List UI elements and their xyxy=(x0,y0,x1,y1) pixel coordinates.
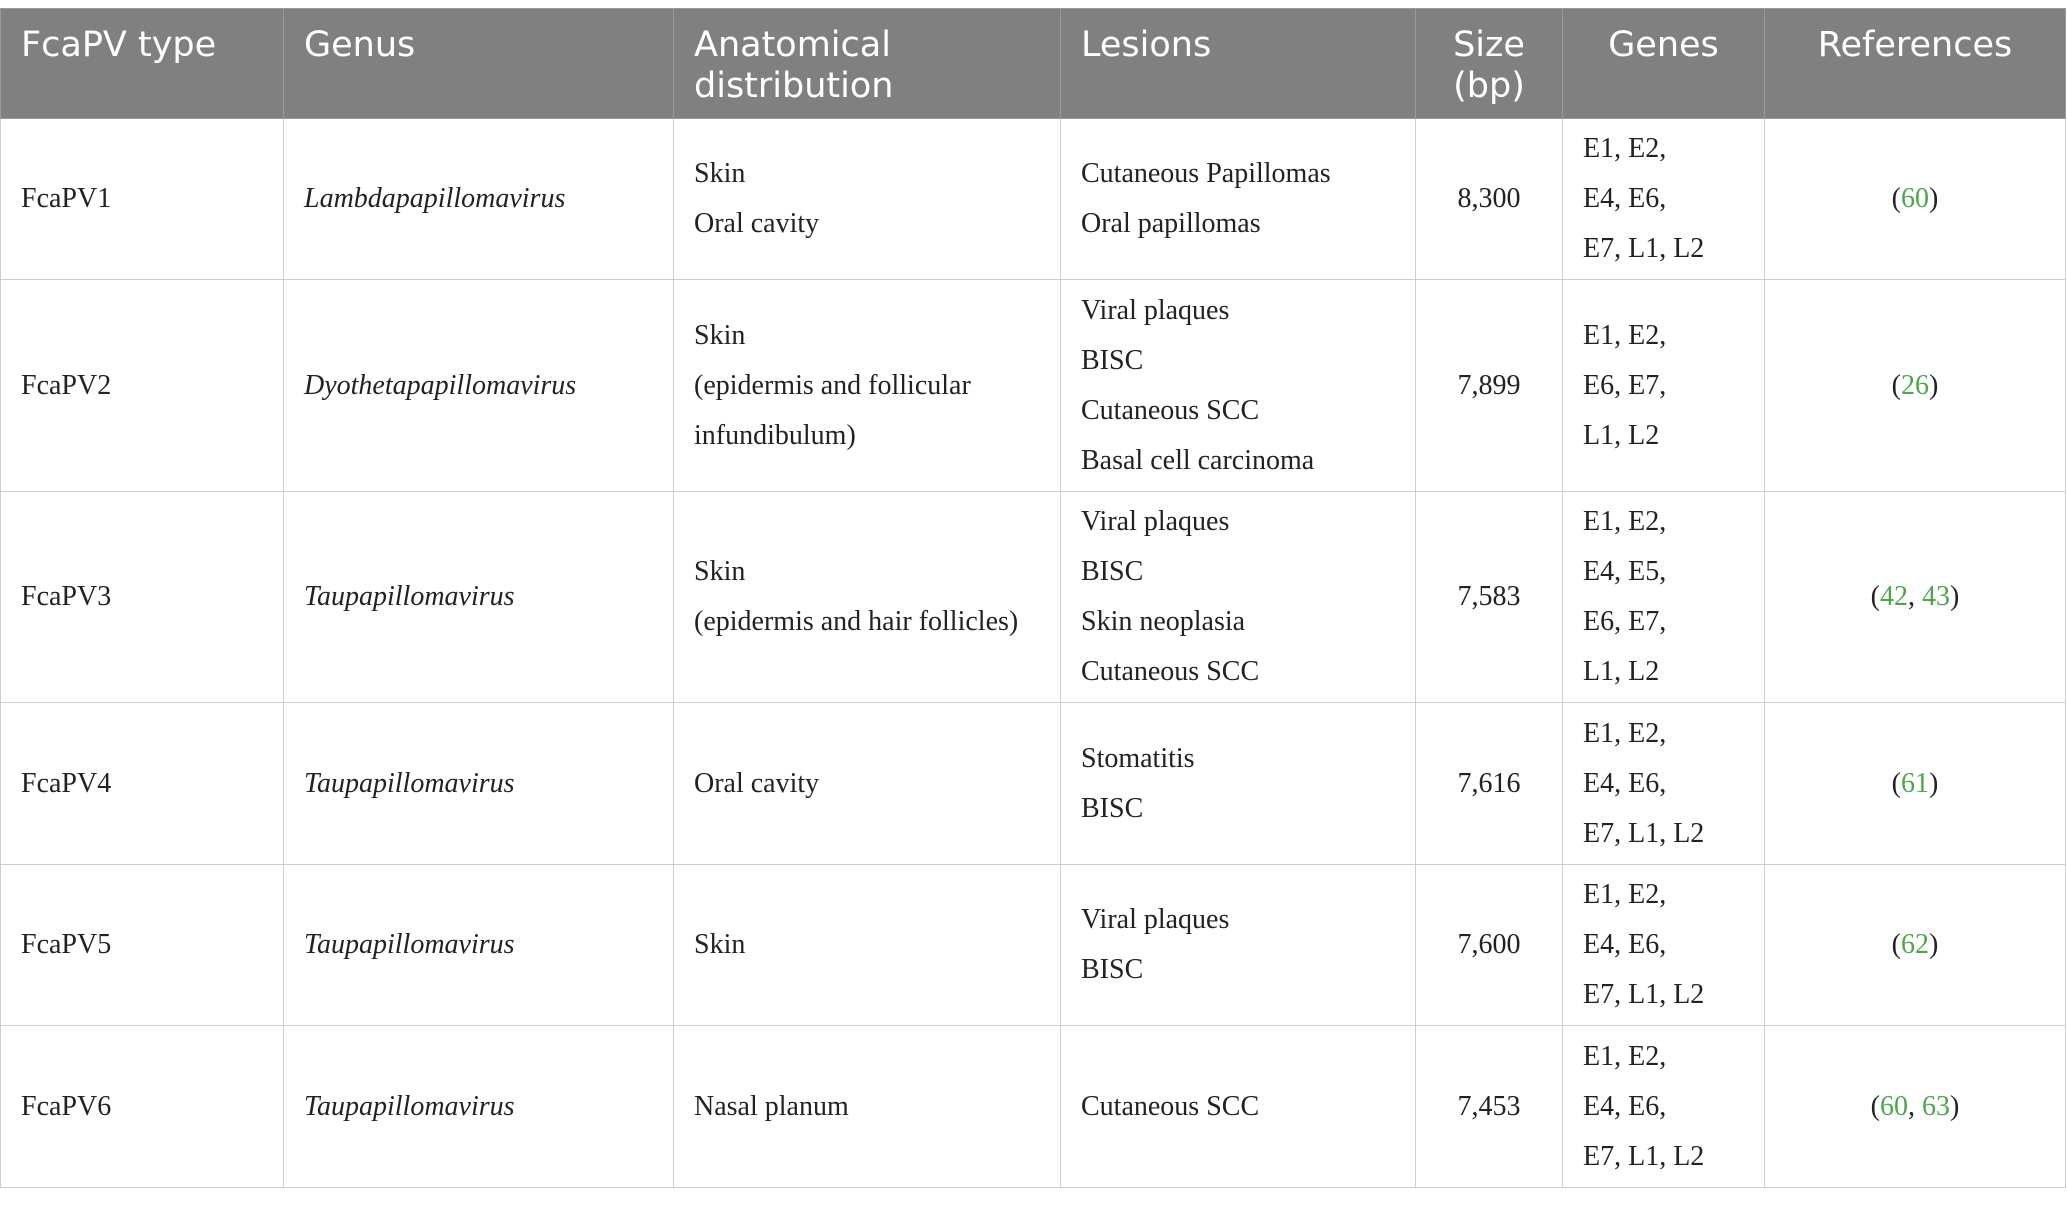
lesion-line: Cutaneous SCC xyxy=(1081,394,1260,426)
anatomical-line: Skin xyxy=(694,929,746,960)
genes-line: E4, E6, xyxy=(1583,183,1667,214)
genes-line: E4, E6, xyxy=(1583,767,1667,799)
cell-size: 7,583 xyxy=(1416,492,1563,703)
lesion-line: Basal cell carcinoma xyxy=(1081,444,1315,476)
anatomical-line: Nasal planum xyxy=(694,1090,849,1122)
cell-lesions xyxy=(1061,865,1416,1026)
reference-link[interactable]: 62 xyxy=(1901,929,1929,960)
header-anatomical-line: distribution xyxy=(694,66,894,106)
cell-anatomical-distribution xyxy=(674,703,1061,865)
cell-size: 8,300 xyxy=(1416,119,1563,280)
header-anatomical-distribution xyxy=(674,9,1061,119)
header-lesions: Lesions xyxy=(1061,9,1416,119)
lesion-line: Cutaneous Papillomas xyxy=(1081,158,1331,189)
cell-anatomical-distribution xyxy=(674,280,1061,492)
cell-fcapv-type: FcaPV5 xyxy=(1,865,284,1026)
genes-line: E6, E7, xyxy=(1583,606,1667,637)
table-row xyxy=(1,492,2066,703)
cell-anatomical-distribution xyxy=(674,492,1061,703)
cell-references: (60, 63) xyxy=(1765,1026,2066,1188)
cell-genes xyxy=(1563,280,1765,492)
reference-link[interactable]: 60 xyxy=(1880,1090,1908,1122)
genes-line: E1, E2, xyxy=(1583,1040,1667,1072)
cell-references: (42, 43) xyxy=(1765,492,2066,703)
cell-anatomical-distribution xyxy=(674,865,1061,1026)
cell-size: 7,899 xyxy=(1416,280,1563,492)
cell-lesions xyxy=(1061,492,1416,703)
genes-line: E1, E2, xyxy=(1583,319,1667,351)
table-row xyxy=(1,865,2066,1026)
cell-genes xyxy=(1563,703,1765,865)
anatomical-line: Skin xyxy=(694,319,746,351)
header-size-line: (bp) xyxy=(1453,66,1525,106)
header-references: References xyxy=(1765,9,2066,119)
header-row xyxy=(1,9,2066,119)
cell-fcapv-type: FcaPV6 xyxy=(1,1026,284,1188)
lesion-line: BISC xyxy=(1081,954,1144,985)
cell-references: (26) xyxy=(1765,280,2066,492)
cell-fcapv-type: FcaPV4 xyxy=(1,703,284,865)
cell-lesions xyxy=(1061,703,1416,865)
lesion-line: BISC xyxy=(1081,344,1144,376)
cell-genus: Taupapillomavirus xyxy=(284,1026,674,1188)
cell-genus: Lambdapapillomavirus xyxy=(284,119,674,280)
cell-size: 7,600 xyxy=(1416,865,1563,1026)
anatomical-line: (epidermis and hair follicles) xyxy=(694,606,1019,637)
cell-fcapv-type: FcaPV3 xyxy=(1,492,284,703)
cell-references: (62) xyxy=(1765,865,2066,1026)
anatomical-line: Skin xyxy=(694,158,746,189)
reference-link[interactable]: 60 xyxy=(1901,183,1929,214)
genes-line: E1, E2, xyxy=(1583,717,1667,749)
lesion-line: Cutaneous SCC xyxy=(1081,656,1260,687)
genes-line: E1, E2, xyxy=(1583,879,1667,910)
cell-size: 7,453 xyxy=(1416,1026,1563,1188)
reference-link[interactable]: 43 xyxy=(1922,581,1950,612)
genes-line: E6, E7, xyxy=(1583,369,1667,401)
cell-genus: Taupapillomavirus xyxy=(284,865,674,1026)
reference-link[interactable]: 61 xyxy=(1901,767,1929,799)
genes-line: E7, L1, L2 xyxy=(1583,979,1705,1010)
header-size xyxy=(1416,9,1563,119)
anatomical-line: (epidermis and follicular xyxy=(694,369,971,401)
table-row xyxy=(1,1026,2066,1188)
cell-anatomical-distribution xyxy=(674,119,1061,280)
genes-line: L1, L2 xyxy=(1583,419,1660,451)
fcapv-table xyxy=(0,8,2066,1188)
lesion-line: Viral plaques xyxy=(1081,904,1230,935)
cell-genus: Taupapillomavirus xyxy=(284,703,674,865)
cell-size: 7,616 xyxy=(1416,703,1563,865)
reference-link[interactable]: 42 xyxy=(1880,581,1908,612)
lesion-line: Viral plaques xyxy=(1081,294,1230,326)
cell-genes xyxy=(1563,492,1765,703)
cell-references: (60) xyxy=(1765,119,2066,280)
cell-genes xyxy=(1563,1026,1765,1188)
cell-genus: Taupapillomavirus xyxy=(284,492,674,703)
header-type: FcaPV type xyxy=(1,9,284,119)
lesion-line: Stomatitis xyxy=(1081,742,1195,774)
genes-line: E4, E6, xyxy=(1583,1090,1667,1122)
cell-lesions xyxy=(1061,1026,1416,1188)
cell-anatomical-distribution xyxy=(674,1026,1061,1188)
genes-line: E4, E5, xyxy=(1583,556,1667,587)
genes-line: E1, E2, xyxy=(1583,133,1667,164)
genes-line: L1, L2 xyxy=(1583,656,1660,687)
cell-genus: Dyothetapapillomavirus xyxy=(284,280,674,492)
genes-line: E7, L1, L2 xyxy=(1583,233,1705,264)
genes-line: E1, E2, xyxy=(1583,506,1667,537)
table-row xyxy=(1,703,2066,865)
lesion-line: Cutaneous SCC xyxy=(1081,1090,1260,1122)
anatomical-line: Oral cavity xyxy=(694,208,820,239)
lesion-line: Oral papillomas xyxy=(1081,208,1261,239)
cell-fcapv-type: FcaPV1 xyxy=(1,119,284,280)
genes-line: E7, L1, L2 xyxy=(1583,817,1705,849)
anatomical-line: Oral cavity xyxy=(694,767,820,799)
cell-fcapv-type: FcaPV2 xyxy=(1,280,284,492)
cell-lesions xyxy=(1061,280,1416,492)
anatomical-line: Skin xyxy=(694,556,746,587)
lesion-line: Viral plaques xyxy=(1081,506,1230,537)
header-genus: Genus xyxy=(284,9,674,119)
cell-genes xyxy=(1563,865,1765,1026)
table-row xyxy=(1,119,2066,280)
header-anatomical-line: Anatomical xyxy=(694,25,891,65)
lesion-line: Skin neoplasia xyxy=(1081,606,1246,637)
cell-references: (61) xyxy=(1765,703,2066,865)
cell-genes xyxy=(1563,119,1765,280)
lesion-line: BISC xyxy=(1081,556,1144,587)
lesion-line: BISC xyxy=(1081,792,1144,824)
genes-line: E4, E6, xyxy=(1583,929,1667,960)
anatomical-line: infundibulum) xyxy=(694,419,856,451)
header-size-line: Size xyxy=(1453,25,1525,65)
table-row xyxy=(1,280,2066,492)
cell-lesions xyxy=(1061,119,1416,280)
reference-link[interactable]: 63 xyxy=(1922,1090,1950,1122)
header-genes: Genes xyxy=(1563,9,1765,119)
genes-line: E7, L1, L2 xyxy=(1583,1140,1705,1172)
reference-link[interactable]: 26 xyxy=(1901,369,1929,401)
